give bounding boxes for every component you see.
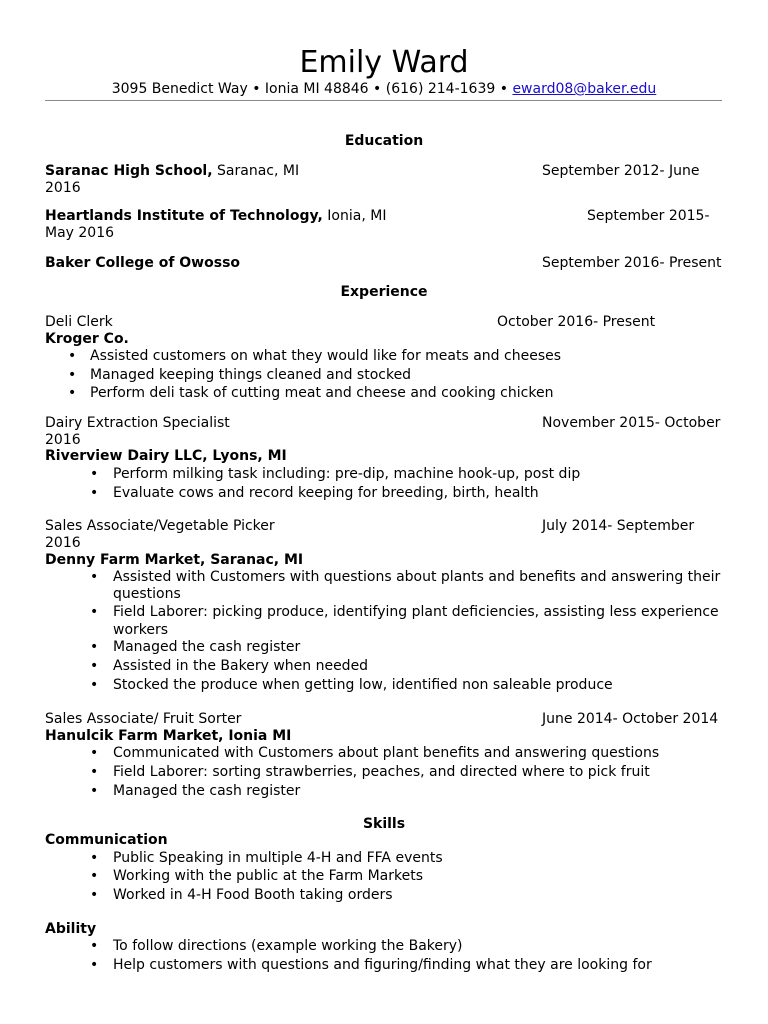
bullet-icon: • xyxy=(90,569,99,585)
education-item xyxy=(45,163,299,180)
school-name: Heartlands Institute of Technology, xyxy=(45,208,323,224)
email-link[interactable]: eward08@baker.edu xyxy=(512,81,657,97)
resume-name: Emily Ward xyxy=(299,45,469,80)
list-item: Perform deli task of cutting meat and cheese and cooking chicken xyxy=(90,385,554,401)
list-item: Field Laborer: picking produce, identifying plant deficiencies, assisting less experience xyxy=(113,604,719,620)
separator: • xyxy=(499,81,508,97)
employer-name: Riverview Dairy LLC, Lyons, MI xyxy=(45,448,287,464)
employer-name: Kroger Co. xyxy=(45,331,129,347)
list-item: Perform milking task including: pre-dip, machine hook-up, post dip xyxy=(113,466,581,482)
skill-group-title: Ability xyxy=(45,921,97,937)
list-item: Evaluate cows and record keeping for breeding, birth, health xyxy=(113,485,539,501)
bullet-icon: • xyxy=(90,604,99,620)
separator: • xyxy=(373,81,382,97)
list-item: Assisted in the Bakery when needed xyxy=(113,658,369,674)
bullet-icon: • xyxy=(90,658,99,674)
job-dates-cont: 2016 xyxy=(45,535,81,551)
school-name: Saranac High School, xyxy=(45,163,213,179)
list-item: Managed keeping things cleaned and stocked xyxy=(90,367,412,383)
list-item: Assisted with Customers with questions about plants and benefits and answering their xyxy=(113,569,721,585)
bullet-icon: • xyxy=(68,367,77,383)
bullet-icon: • xyxy=(90,938,99,954)
address: 3095 Benedict Way xyxy=(111,81,248,97)
skill-group-title: Communication xyxy=(45,832,168,848)
bullet-icon: • xyxy=(90,639,99,655)
header-divider xyxy=(45,100,722,101)
education-dates: September 2012- June xyxy=(542,163,700,179)
job-title: Dairy Extraction Specialist xyxy=(45,415,230,431)
list-item: Stocked the produce when getting low, identified non saleable produce xyxy=(113,677,613,693)
list-item: Assisted customers on what they would like for meats and cheeses xyxy=(90,348,562,364)
education-dates: September 2016- Present xyxy=(542,255,722,271)
bullet-icon: • xyxy=(90,783,99,799)
list-item: Public Speaking in multiple 4-H and FFA events xyxy=(113,850,443,866)
job-dates: November 2015- October xyxy=(542,415,721,431)
bullet-icon: • xyxy=(90,764,99,780)
bullet-icon: • xyxy=(90,957,99,973)
list-item: Help customers with questions and figuring/finding what they are looking for xyxy=(113,957,652,973)
education-item xyxy=(45,208,386,225)
job-title: Sales Associate/Vegetable Picker xyxy=(45,518,275,534)
section-heading-education: Education xyxy=(344,133,424,149)
job-dates-cont: 2016 xyxy=(45,432,81,448)
school-location: Ionia, MI xyxy=(327,208,387,224)
school-name: Baker College of Owosso xyxy=(45,255,241,271)
contact-line xyxy=(0,81,768,98)
bullet-icon: • xyxy=(90,677,99,693)
city: Ionia MI 48846 xyxy=(264,81,369,97)
list-item: Working with the public at the Farm Markets xyxy=(113,868,424,884)
bullet-icon: • xyxy=(90,485,99,501)
job-dates: July 2014- September xyxy=(542,518,695,534)
list-item: To follow directions (example working the Bakery) xyxy=(113,938,463,954)
bullet-icon: • xyxy=(68,385,77,401)
education-dates: September 2015- xyxy=(587,208,710,224)
education-dates-cont: 2016 xyxy=(45,180,81,196)
education-item xyxy=(45,255,240,272)
bullet-icon: • xyxy=(90,745,99,761)
list-item-cont: questions xyxy=(113,586,181,602)
list-item: Managed the cash register xyxy=(113,639,301,655)
employer-name: Denny Farm Market, Saranac, MI xyxy=(45,552,304,568)
job-dates: June 2014- October 2014 xyxy=(542,711,719,727)
job-title: Deli Clerk xyxy=(45,314,113,330)
job-title: Sales Associate/ Fruit Sorter xyxy=(45,711,242,727)
employer-name: Hanulcik Farm Market, Ionia MI xyxy=(45,728,292,744)
list-item: Field Laborer: sorting strawberries, peaches, and directed where to pick fruit xyxy=(113,764,650,780)
separator: • xyxy=(252,81,261,97)
section-heading-skills: Skills xyxy=(362,816,406,832)
phone: (616) 214-1639 xyxy=(385,81,496,97)
list-item: Worked in 4-H Food Booth taking orders xyxy=(113,887,393,903)
school-location: Saranac, MI xyxy=(217,163,300,179)
bullet-icon: • xyxy=(68,348,77,364)
list-item-cont: workers xyxy=(113,622,169,638)
bullet-icon: • xyxy=(90,887,99,903)
list-item: Managed the cash register xyxy=(113,783,301,799)
education-dates-cont: May 2016 xyxy=(45,225,115,241)
bullet-icon: • xyxy=(90,850,99,866)
list-item: Communicated with Customers about plant benefits and answering questions xyxy=(113,745,660,761)
bullet-icon: • xyxy=(90,466,99,482)
bullet-icon: • xyxy=(90,868,99,884)
job-dates: October 2016- Present xyxy=(497,314,656,330)
section-heading-experience: Experience xyxy=(340,284,428,300)
